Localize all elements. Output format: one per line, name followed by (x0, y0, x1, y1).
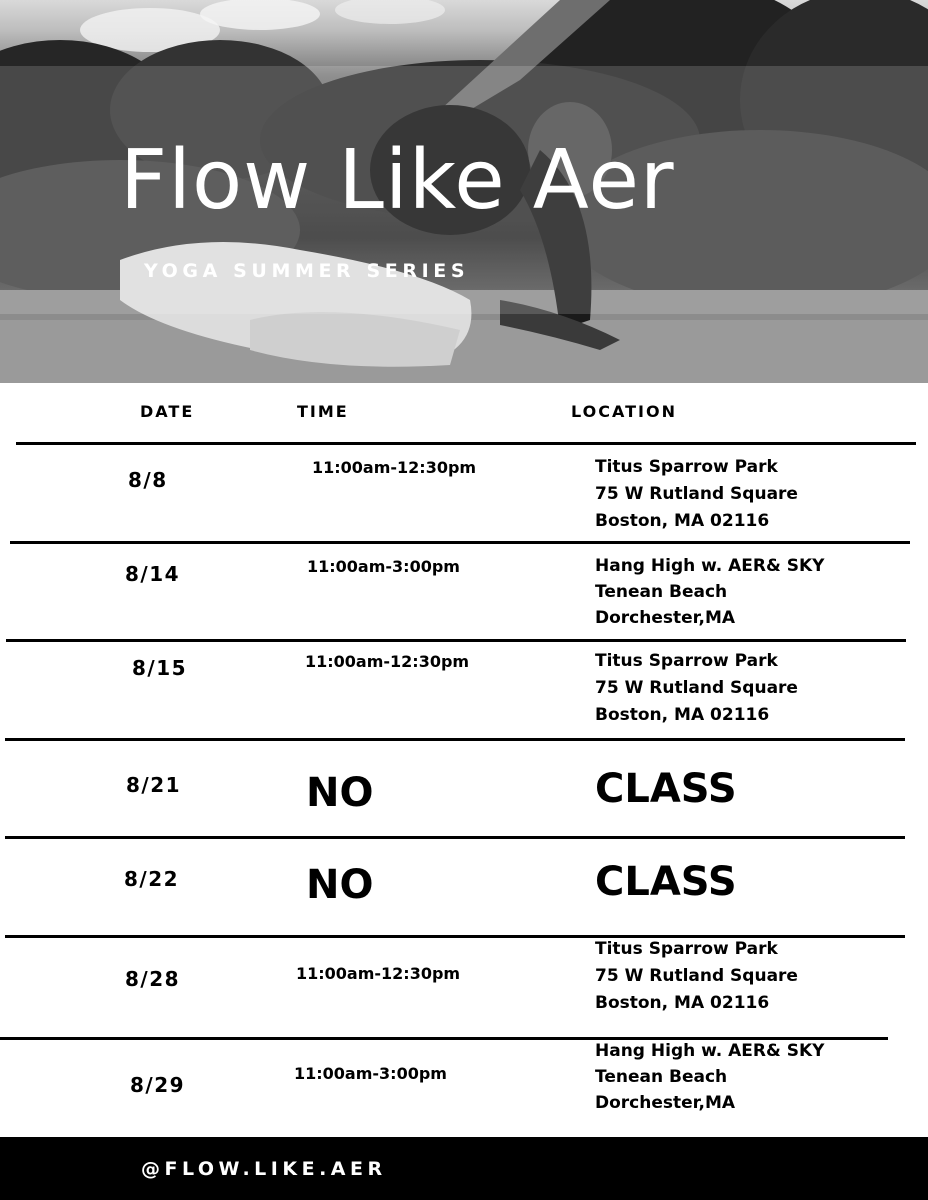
schedule-time: 11:00am-3:00pm (307, 557, 460, 576)
location-line: Titus Sparrow Park (595, 939, 778, 959)
schedule-location (595, 648, 798, 729)
date-column-header: DATE (140, 402, 195, 421)
schedule-date: 8/14 (125, 562, 181, 586)
schedule-date: 8/8 (128, 468, 168, 492)
location-line: Boston, MA 02116 (595, 993, 770, 1013)
schedule-location (595, 454, 798, 535)
schedule-date: 8/28 (125, 967, 181, 991)
no-class-label: NO (306, 770, 374, 816)
location-line: Dorchester,MA (595, 1093, 736, 1113)
location-line: Boston, MA 02116 (595, 511, 770, 531)
schedule-date: 8/29 (130, 1073, 186, 1097)
location-line: Titus Sparrow Park (595, 651, 778, 671)
hero-banner (0, 0, 928, 383)
row-divider (10, 541, 910, 544)
social-handle: @FLOW.LIKE.AER (141, 1158, 387, 1180)
location-line: Titus Sparrow Park (595, 457, 778, 477)
time-column-header: TIME (297, 402, 349, 421)
location-line: 75 W Rutland Square (595, 484, 798, 504)
schedule-date: 8/21 (126, 773, 182, 797)
location-column-header: LOCATION (571, 402, 677, 421)
no-class-label: CLASS (595, 859, 737, 905)
schedule-date: 8/22 (124, 867, 180, 891)
schedule-time: 11:00am-12:30pm (312, 458, 477, 477)
location-line: Boston, MA 02116 (595, 705, 770, 725)
page-title: Flow Like Aer (120, 133, 675, 228)
schedule-time: 11:00am-12:30pm (296, 964, 461, 983)
schedule-location (595, 1038, 824, 1116)
no-class-label: CLASS (595, 766, 737, 812)
location-line: 75 W Rutland Square (595, 678, 798, 698)
location-line: Hang High w. AER& SKY (595, 556, 825, 576)
schedule-date: 8/15 (132, 656, 188, 680)
location-line: Dorchester,MA (595, 608, 736, 628)
schedule-time: 11:00am-3:00pm (294, 1064, 447, 1083)
no-class-label: NO (306, 862, 374, 908)
location-line: 75 W Rutland Square (595, 966, 798, 986)
location-line: Tenean Beach (595, 1067, 728, 1087)
row-divider (6, 639, 906, 642)
row-divider (5, 836, 905, 839)
location-line: Tenean Beach (595, 582, 728, 602)
schedule-time: 11:00am-12:30pm (305, 652, 470, 671)
row-divider (5, 738, 905, 741)
location-line: Hang High w. AER& SKY (595, 1041, 825, 1061)
schedule-location (595, 936, 798, 1017)
schedule-location (595, 553, 824, 631)
page-subtitle: YOGA SUMMER SERIES (144, 260, 470, 282)
footer-bar (0, 1137, 928, 1200)
row-divider (16, 442, 916, 445)
